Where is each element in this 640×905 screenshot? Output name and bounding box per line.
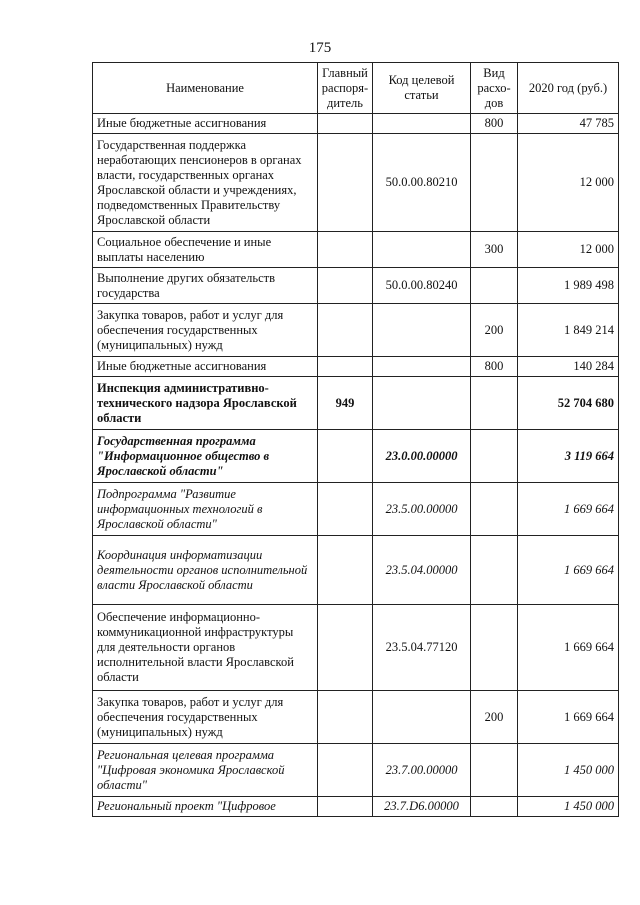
cell-sum: 1 450 000 — [518, 797, 619, 817]
header-name: Наименование — [93, 63, 318, 114]
cell-sum: 1 849 214 — [518, 304, 619, 357]
cell-code: 50.0.00.80210 — [373, 134, 471, 232]
cell-code: 23.7.00.00000 — [373, 744, 471, 797]
cell-type: 200 — [471, 304, 518, 357]
table-row — [93, 268, 619, 304]
cell-type — [471, 797, 518, 817]
cell-admin — [318, 691, 373, 744]
header-code: Код целевой статьи — [373, 63, 471, 114]
cell-code — [373, 691, 471, 744]
cell-sum: 12 000 — [518, 232, 619, 268]
cell-code: 23.5.04.77120 — [373, 605, 471, 691]
cell-code: 50.0.00.80240 — [373, 268, 471, 304]
cell-type — [471, 536, 518, 605]
cell-type — [471, 483, 518, 536]
cell-code: 23.5.00.00000 — [373, 483, 471, 536]
cell-admin — [318, 134, 373, 232]
cell-sum: 47 785 — [518, 114, 619, 134]
cell-code — [373, 377, 471, 430]
cell-sum: 1 989 498 — [518, 268, 619, 304]
cell-sum: 12 000 — [518, 134, 619, 232]
cell-type — [471, 430, 518, 483]
table-row — [93, 691, 619, 744]
table-row — [93, 304, 619, 357]
cell-type: 300 — [471, 232, 518, 268]
header-sum: 2020 год (руб.) — [518, 63, 619, 114]
budget-table — [92, 62, 619, 817]
cell-type — [471, 134, 518, 232]
cell-admin — [318, 744, 373, 797]
header-type: Вид расхо-дов — [471, 63, 518, 114]
cell-type: 800 — [471, 114, 518, 134]
table-row — [93, 232, 619, 268]
cell-admin — [318, 536, 373, 605]
table-row — [93, 536, 619, 605]
cell-type: 800 — [471, 357, 518, 377]
cell-code — [373, 357, 471, 377]
header-admin: Главный распоря-дитель — [318, 63, 373, 114]
cell-code — [373, 232, 471, 268]
cell-name: Региональная целевая программа "Цифровая экономика Ярославской области" — [93, 744, 318, 797]
cell-name: Выполнение других обязательств государства — [93, 268, 318, 304]
cell-name: Государственная поддержка неработающих пенсионеров в органах власти, государственных органах Ярославской области и учреждениях, подведомственных Правительству Ярославской области — [93, 134, 318, 232]
cell-code: 23.5.04.00000 — [373, 536, 471, 605]
cell-admin — [318, 268, 373, 304]
cell-code: 23.0.00.00000 — [373, 430, 471, 483]
table-row — [93, 114, 619, 134]
cell-name: Координация информатизации деятельности органов исполнительной власти Ярославской области — [93, 536, 318, 605]
cell-type: 200 — [471, 691, 518, 744]
table-row — [93, 134, 619, 232]
cell-type — [471, 605, 518, 691]
cell-code: 23.7.D6.00000 — [373, 797, 471, 817]
cell-name: Инспекция административно-технического надзора Ярославской области — [93, 377, 318, 430]
table-row — [93, 797, 619, 817]
cell-name: Иные бюджетные ассигнования — [93, 114, 318, 134]
table-row — [93, 357, 619, 377]
table-body — [93, 114, 619, 817]
cell-admin — [318, 430, 373, 483]
cell-admin — [318, 232, 373, 268]
cell-type — [471, 744, 518, 797]
cell-sum: 52 704 680 — [518, 377, 619, 430]
cell-code — [373, 114, 471, 134]
cell-sum: 1 669 664 — [518, 483, 619, 536]
cell-admin — [318, 797, 373, 817]
table-row — [93, 483, 619, 536]
cell-admin — [318, 605, 373, 691]
cell-admin — [318, 114, 373, 134]
cell-name: Обеспечение информационно-коммуникационной инфраструктуры для деятельности органов исполнительной власти Ярославской области — [93, 605, 318, 691]
table-row — [93, 605, 619, 691]
cell-name: Подпрограмма "Развитие информационных технологий в Ярославской области" — [93, 483, 318, 536]
cell-code — [373, 304, 471, 357]
cell-name: Государственная программа "Информационное общество в Ярославской области" — [93, 430, 318, 483]
table-row — [93, 377, 619, 430]
cell-name: Закупка товаров, работ и услуг для обеспечения государственных (муниципальных) нужд — [93, 691, 318, 744]
table-row — [93, 744, 619, 797]
table-header-row — [93, 63, 619, 114]
cell-type — [471, 268, 518, 304]
cell-type — [471, 377, 518, 430]
cell-admin — [318, 304, 373, 357]
cell-sum: 1 669 664 — [518, 536, 619, 605]
cell-name: Иные бюджетные ассигнования — [93, 357, 318, 377]
cell-sum: 1 450 000 — [518, 744, 619, 797]
cell-admin — [318, 483, 373, 536]
cell-sum: 1 669 664 — [518, 691, 619, 744]
cell-sum: 3 119 664 — [518, 430, 619, 483]
cell-name: Закупка товаров, работ и услуг для обеспечения государственных (муниципальных) нужд — [93, 304, 318, 357]
cell-sum: 1 669 664 — [518, 605, 619, 691]
cell-admin: 949 — [318, 377, 373, 430]
cell-admin — [318, 357, 373, 377]
cell-name: Социальное обеспечение и иные выплаты населению — [93, 232, 318, 268]
page-number: 175 — [308, 40, 332, 56]
cell-name: Региональный проект "Цифровое — [93, 797, 318, 817]
cell-sum: 140 284 — [518, 357, 619, 377]
table-row — [93, 430, 619, 483]
